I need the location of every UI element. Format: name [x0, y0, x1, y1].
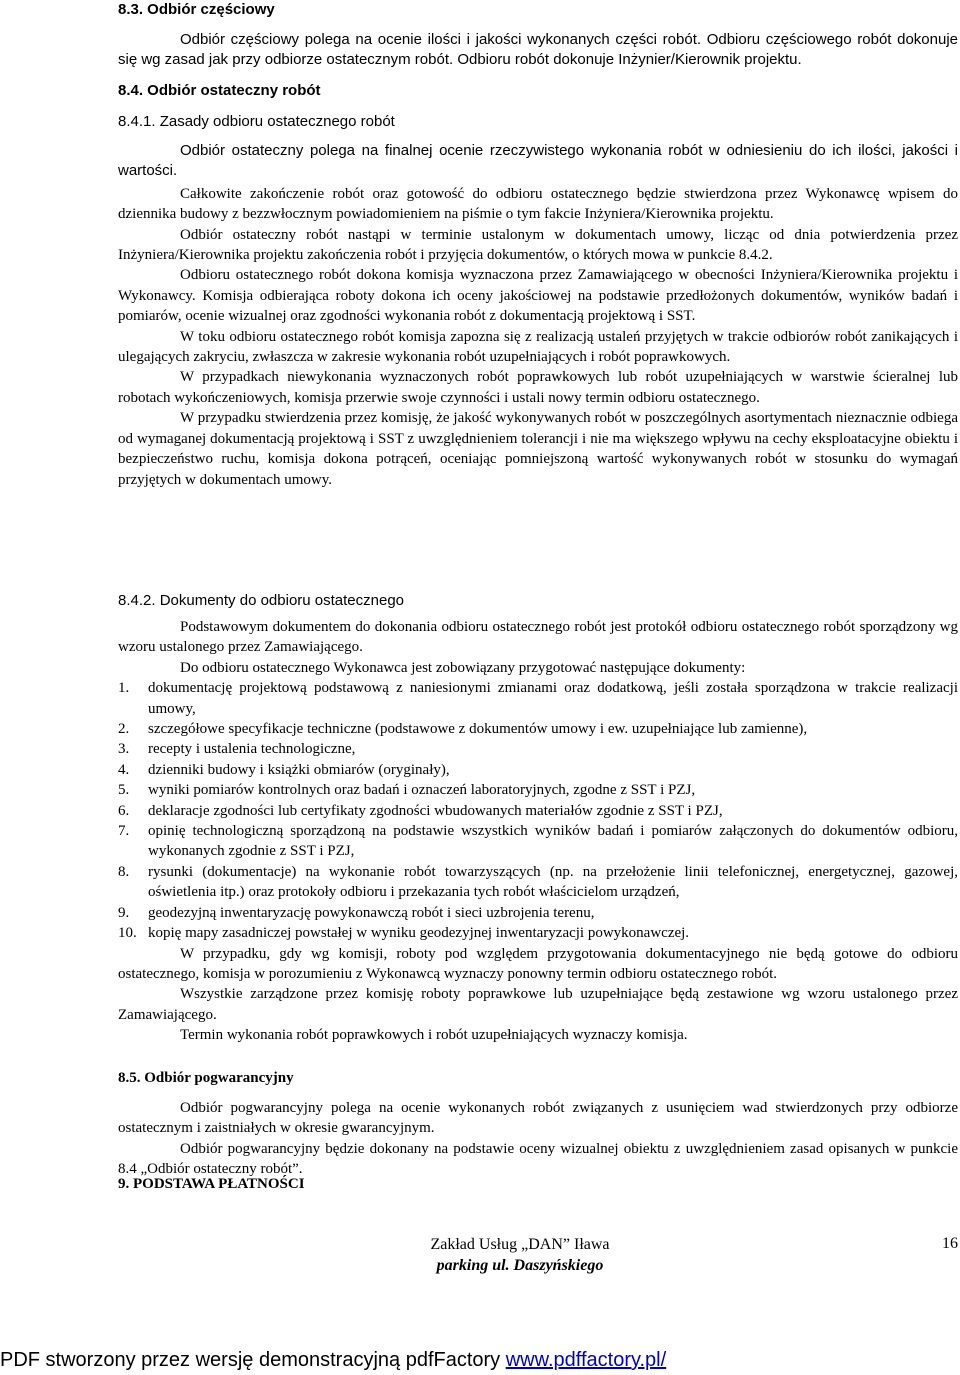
list-item: 3. recepty i ustalenia technologiczne, [118, 741, 356, 758]
subheading-8-4-1: 8.4.1. Zasady odbioru ostatecznego robót [118, 113, 395, 130]
list-item: 5. wyniki pomiarów kontrolnych oraz badań i oznaczeń laboratoryjnych, zgodne z SST i PZJ, [118, 782, 696, 799]
paragraph: Podstawowym dokumentem do dokonania odbioru ostatecznego robót jest protokół odbioru ostatecznego robót sporządzony wg wzoru ustalonego przez Zamawiającego. [118, 619, 958, 656]
list-item: 8. rysunki (dokumentacje) na wykonanie robót towarzyszących (np. na przełożenie linii telefonicznej, energetycznej, gazowej, oświetlenia itp.) oraz protokoły odbioru i przekazania tych robót właścicielom urządzeń, [118, 863, 958, 901]
pdf-notice [0, 1349, 960, 1372]
paragraph: Do odbioru ostatecznego Wykonawca jest zobowiązany przygotować następujące dokumenty: [180, 659, 746, 676]
footer-company: Zakład Usług „DAN” Iława [430, 1236, 610, 1253]
section-heading-8-4: 8.4. Odbiór ostateczny robót [118, 82, 321, 99]
section-heading-9: 9. PODSTAWA PŁATNOŚCI [118, 1176, 305, 1192]
section-heading-8-3: 8.3. Odbiór częściowy [118, 1, 275, 18]
list-item: 2. szczegółowe specyfikacje techniczne (podstawowe z dokumentów umowy i ew. uzupełniające lub zamienne), [118, 721, 808, 738]
section-8-3-body [118, 30, 958, 71]
page-number: 16 [942, 1235, 958, 1252]
paragraph: W przypadku stwierdzenia przez komisję, że jakość wykonywanych robót w poszczególnych asortymentach nieznacznie odbiega od wymaganej dokumentacją projektową i SST z uwzględnieniem tolerancji i nie ma większego wpływu na cechy eksploatacyjne obiektu i bezpieczeństwo ruchu, komisja dokona potrąceń, oceniając pomniejszoną wartość wykonywanych robót w stosunku do wymagań przyjętych w dokumentach umowy. [118, 410, 958, 488]
document-list [118, 678, 958, 943]
footer-address: parking ul. Daszyńskiego [436, 1257, 604, 1274]
list-item: 4. dzienniki budowy i książki obmiarów (oryginały), [118, 761, 450, 778]
paragraph: W przypadku, gdy wg komisji, roboty pod względem przygotowania dokumentacyjnego nie będą gotowe do odbioru ostatecznego, komisja w porozumieniu z Wykonawcą wyznaczy ponowny termin odbioru ostatecznego robót. [118, 945, 958, 982]
section-8-4-2-body [118, 617, 958, 1046]
paragraph: Odbiór częściowy polega na ocenie ilości i jakości wykonanych części robót. Odbioru częściowego robót dokonuje się wg zasad jak przy odbiorze ostatecznym robót. Odbioru robót dokonuje Inżynier/Kierownik projektu. [118, 31, 958, 69]
list-item: 6. deklaracje zgodności lub certyfikaty zgodności wbudowanych materiałów zgodnie z SST i PZJ, [118, 802, 723, 819]
paragraph: W przypadkach niewykonania wyznaczonych robót poprawkowych lub robót uzupełniających w warstwie ścieralnej lub robotach wykończeniowych, komisja przerwie swoje czynności i ustali nowy termin odbioru ostatecznego. [118, 369, 958, 406]
subheading-8-4-2: 8.4.2. Dokumenty do odbioru ostatecznego [118, 592, 405, 609]
paragraph: Odbiór pogwarancyjny będzie dokonany na podstawie oceny wizualnej obiektu z uwzględnieniem zasad opisanych w punkcie 8.4 „Odbiór ostateczny robót”. [118, 1140, 958, 1178]
paragraph: Wszystkie zarządzone przez komisję roboty poprawkowe lub uzupełniające będą zestawione wg wzoru ustalonego przez Zamawiającego. [118, 986, 958, 1023]
list-item: 1. dokumentację projektową podstawową z naniesionymi zmianami oraz dodatkową, jeśli została sporządzona w trakcie realizacji umowy, [118, 680, 958, 717]
section-8-4-1-body [118, 141, 958, 490]
paragraph: Odbiór ostateczny robót nastąpi w terminie ustalonym w dokumentach umowy, licząc od dnia potwierdzenia przez Inżyniera/Kierownika projektu zakończenia robót i przyjęcia dokumentów, o których mowa w punkcie 8.4.2. [118, 226, 958, 264]
paragraph: Odbiór pogwarancyjny polega na ocenie wykonanych robót związanych z usunięciem wad stwierdzonych przy odbiorze ostatecznym i zaistniałych w okresie gwarancyjnym. [118, 1100, 958, 1137]
list-item: 10. kopię mapy zasadniczej powstałej w wyniku geodezyjnej inwentaryzacji powykonawczej. [118, 925, 690, 942]
pdf-notice-text: PDF stworzony przez wersję demonstracyjną pdfFactory [0, 1349, 506, 1371]
paragraph: Termin wykonania robót poprawkowych i robót uzupełniających wyznaczy komisja. [180, 1027, 688, 1044]
paragraph: Odbioru ostatecznego robót dokona komisja wyznaczona przez Zamawiającego w obecności Inżyniera/Kierownika projektu i Wykonawcy. Komisja odbierająca roboty dokona ich oceny jakościowej na podstawie przedłożonych dokumentów, wyników badań i pomiarów, ocenie wizualnej oraz zgodności wykonania robót z dokumentacją projektową i SST. [118, 267, 958, 325]
paragraph: W toku odbioru ostatecznego robót komisja zapozna się z realizacją ustaleń przyjętych w trakcie odbiorów robót zanikających i ulegających zakryciu, zwłaszcza w zakresie wykonania robót uzupełniających i robót poprawkowych. [118, 328, 958, 366]
list-item: 9. geodezyjną inwentaryzację powykonawczą robót i sieci uzbrojenia terenu, [118, 904, 595, 921]
list-item: 7. opinię technologiczną sporządzoną na podstawie wszystkich wyników badań i pomiarów załączonych do dokumentów odbioru, wykonanych zgodnie z SST i PZJ, [118, 823, 958, 860]
paragraph: Całkowite zakończenie robót oraz gotowość do odbioru ostatecznego będzie stwierdzona przez Wykonawcę wpisem do dziennika budowy z bezzwłocznym powiadomieniem na piśmie o tym fakcie Inżyniera/Kierownika projektu. [118, 185, 958, 223]
section-heading-8-5: 8.5. Odbiór pogwarancyjny [118, 1070, 294, 1086]
section-8-5-body [118, 1098, 958, 1180]
paragraph: Odbiór ostateczny polega na finalnej ocenie rzeczywistego wykonania robót w odniesieniu do ich ilości, jakości i wartości. [118, 142, 958, 180]
pdffactory-link[interactable]: www.pdffactory.pl/ [505, 1349, 667, 1371]
